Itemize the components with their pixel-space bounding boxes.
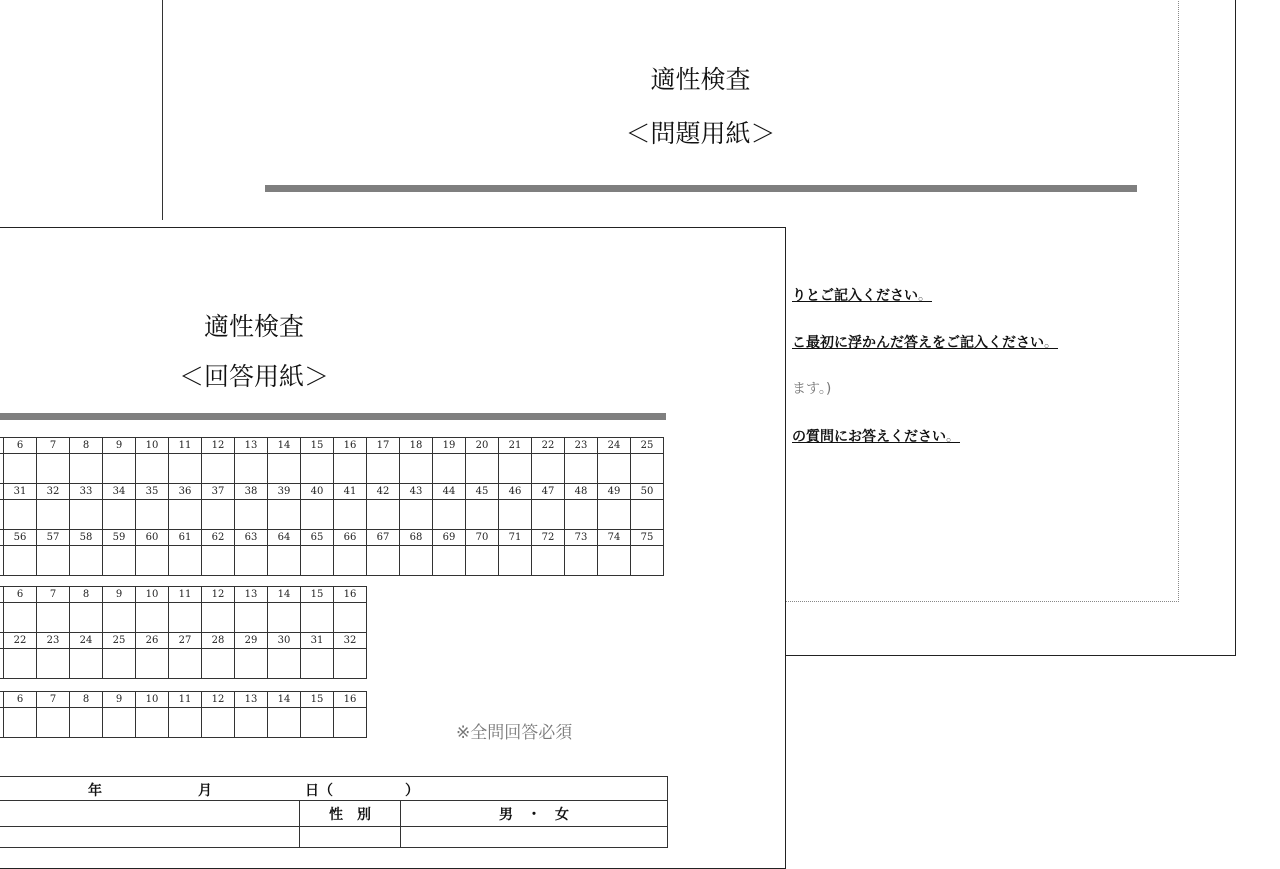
answer-row: [0, 500, 664, 530]
answer-cell[interactable]: [631, 454, 664, 484]
answer-cell[interactable]: [4, 603, 37, 633]
question-number: 11: [169, 587, 202, 603]
question-number: 20: [466, 438, 499, 454]
answer-cell[interactable]: [268, 454, 301, 484]
question-number: 23: [37, 633, 70, 649]
answer-cell[interactable]: [235, 603, 268, 633]
question-number: 75: [631, 530, 664, 546]
answer-cell[interactable]: [367, 454, 400, 484]
question-number: 42: [367, 484, 400, 500]
answer-grid-1: [0, 437, 664, 576]
answer-cell[interactable]: [532, 454, 565, 484]
answer-cell[interactable]: [136, 649, 169, 679]
question-number: 12: [202, 692, 235, 708]
question-number: 36: [169, 484, 202, 500]
question-number: 73: [565, 530, 598, 546]
answer-cell[interactable]: [136, 603, 169, 633]
question-number: 31: [4, 484, 37, 500]
answer-cell[interactable]: [70, 649, 103, 679]
question-number: 16: [334, 587, 367, 603]
question-number: 24: [70, 633, 103, 649]
question-number: 14: [268, 587, 301, 603]
answer-cell[interactable]: [301, 500, 334, 530]
answer-cell[interactable]: [136, 500, 169, 530]
answer-cell[interactable]: [103, 708, 136, 738]
answer-cell[interactable]: [499, 546, 532, 576]
question-number: 48: [565, 484, 598, 500]
question-number: 47: [532, 484, 565, 500]
question-number: 49: [598, 484, 631, 500]
question-number: 66: [334, 530, 367, 546]
answer-cell[interactable]: [598, 454, 631, 484]
answer-cell[interactable]: [202, 454, 235, 484]
question-number: 14: [268, 692, 301, 708]
question-number: 9: [103, 692, 136, 708]
answer-cell[interactable]: [103, 454, 136, 484]
answer-cell[interactable]: [202, 649, 235, 679]
question-number: 57: [37, 530, 70, 546]
answer-cell[interactable]: [37, 454, 70, 484]
question-number: 64: [268, 530, 301, 546]
question-number: 35: [136, 484, 169, 500]
question-sheet-divider: [265, 185, 1137, 192]
question-number: 7: [37, 692, 70, 708]
answer-cell[interactable]: [466, 546, 499, 576]
question-number: 40: [301, 484, 334, 500]
answer-cell[interactable]: [202, 603, 235, 633]
info-cell[interactable]: [401, 827, 668, 848]
answer-cell[interactable]: [37, 603, 70, 633]
answer-cell[interactable]: [334, 500, 367, 530]
answer-cell[interactable]: [433, 500, 466, 530]
question-number: 11: [169, 438, 202, 454]
question-number: 34: [103, 484, 136, 500]
weekday-close: ）: [405, 783, 419, 799]
answer-row: [0, 649, 367, 679]
answer-row: [0, 603, 367, 633]
answer-cell[interactable]: [70, 708, 103, 738]
answer-cell[interactable]: [367, 500, 400, 530]
question-number: 33: [70, 484, 103, 500]
answer-cell[interactable]: [268, 708, 301, 738]
year-label: 年: [88, 783, 102, 799]
answer-cell[interactable]: [565, 546, 598, 576]
answer-cell[interactable]: [235, 708, 268, 738]
question-number: 45: [466, 484, 499, 500]
question-number: 22: [4, 633, 37, 649]
question-number: 15: [301, 587, 334, 603]
answer-row: [0, 546, 664, 576]
answer-cell[interactable]: [202, 546, 235, 576]
question-number: 70: [466, 530, 499, 546]
question-number: 10: [136, 587, 169, 603]
gender-label: 性 別: [300, 801, 401, 827]
answer-cell[interactable]: [37, 546, 70, 576]
question-number: 10: [136, 692, 169, 708]
answer-cell[interactable]: [301, 454, 334, 484]
question-number: 50: [631, 484, 664, 500]
answer-grid-2: [0, 586, 367, 679]
answer-cell[interactable]: [4, 500, 37, 530]
answer-cell[interactable]: [37, 708, 70, 738]
question-number: 61: [169, 530, 202, 546]
question-sheet-subtitle: ＜問題用紙＞: [625, 119, 776, 148]
answer-cell[interactable]: [598, 500, 631, 530]
answer-cell[interactable]: [334, 546, 367, 576]
answer-cell[interactable]: [268, 546, 301, 576]
question-number: 11: [169, 692, 202, 708]
question-number: 7: [37, 587, 70, 603]
question-number-row: [0, 587, 367, 603]
question-number: 16: [334, 692, 367, 708]
question-number: 60: [136, 530, 169, 546]
answer-cell[interactable]: [631, 500, 664, 530]
answer-cell[interactable]: [334, 603, 367, 633]
question-number-row: [0, 633, 367, 649]
question-number-row: [0, 484, 664, 500]
answer-cell[interactable]: [532, 546, 565, 576]
question-number: 12: [202, 587, 235, 603]
answer-cell[interactable]: [235, 546, 268, 576]
answer-cell[interactable]: [499, 500, 532, 530]
month-label: 月: [198, 783, 212, 799]
answer-row: [0, 454, 664, 484]
answer-cell[interactable]: [532, 500, 565, 530]
answer-sheet-divider: [0, 413, 666, 420]
question-number: 74: [598, 530, 631, 546]
question-number: 56: [4, 530, 37, 546]
answer-cell[interactable]: [301, 649, 334, 679]
question-number: 59: [103, 530, 136, 546]
question-number: 7: [37, 438, 70, 454]
answer-cell[interactable]: [4, 708, 37, 738]
answer-cell[interactable]: [169, 500, 202, 530]
answer-cell[interactable]: [70, 546, 103, 576]
answer-cell[interactable]: [202, 708, 235, 738]
question-number: 6: [4, 438, 37, 454]
answer-cell[interactable]: [235, 649, 268, 679]
answer-cell[interactable]: [400, 454, 433, 484]
answer-cell[interactable]: [235, 454, 268, 484]
answer-cell[interactable]: [301, 546, 334, 576]
question-number: 24: [598, 438, 631, 454]
answer-cell[interactable]: [334, 649, 367, 679]
answer-cell[interactable]: [70, 454, 103, 484]
question-number-row: [0, 692, 367, 708]
question-number: 17: [367, 438, 400, 454]
answer-cell[interactable]: [400, 500, 433, 530]
answer-cell[interactable]: [631, 546, 664, 576]
answer-cell[interactable]: [202, 500, 235, 530]
question-number: 9: [103, 438, 136, 454]
answer-cell[interactable]: [598, 546, 631, 576]
instruction-line: ます。): [792, 381, 832, 397]
answer-cell[interactable]: [169, 708, 202, 738]
gender-options[interactable]: 男 ・ 女: [401, 801, 668, 827]
question-number: 16: [334, 438, 367, 454]
answer-cell[interactable]: [136, 708, 169, 738]
answer-cell[interactable]: [367, 546, 400, 576]
question-number: 65: [301, 530, 334, 546]
question-number: 6: [4, 692, 37, 708]
question-number: 46: [499, 484, 532, 500]
answer-cell[interactable]: [4, 454, 37, 484]
question-number: 8: [70, 587, 103, 603]
answer-cell[interactable]: [499, 454, 532, 484]
instruction-line: りとご記入ください。: [792, 288, 932, 304]
answer-cell[interactable]: [565, 500, 598, 530]
answer-grid-3: [0, 691, 367, 738]
question-number: 8: [70, 438, 103, 454]
answer-cell[interactable]: [400, 546, 433, 576]
question-number: 28: [202, 633, 235, 649]
sheet-edge-line: [162, 0, 163, 220]
answer-cell[interactable]: [169, 603, 202, 633]
answer-cell[interactable]: [466, 500, 499, 530]
day-label: 日（: [305, 783, 333, 799]
answer-cell[interactable]: [433, 454, 466, 484]
answer-cell[interactable]: [235, 500, 268, 530]
answer-cell[interactable]: [268, 500, 301, 530]
question-sheet-title: 適性検査: [650, 65, 751, 94]
answer-cell[interactable]: [433, 546, 466, 576]
question-number: 25: [103, 633, 136, 649]
question-number: 27: [169, 633, 202, 649]
answer-cell[interactable]: [301, 708, 334, 738]
answer-cell[interactable]: [70, 500, 103, 530]
question-number: 69: [433, 530, 466, 546]
answer-cell[interactable]: [103, 500, 136, 530]
answer-cell[interactable]: [103, 603, 136, 633]
question-number: 22: [532, 438, 565, 454]
instruction-line: の質問にお答えください。: [792, 429, 960, 445]
answer-sheet: [0, 227, 786, 869]
question-number: 41: [334, 484, 367, 500]
answer-cell[interactable]: [169, 546, 202, 576]
question-number: 43: [400, 484, 433, 500]
question-number: 67: [367, 530, 400, 546]
required-note: ※全問回答必須: [456, 723, 573, 743]
question-number: 39: [268, 484, 301, 500]
question-number: 72: [532, 530, 565, 546]
question-number: 15: [301, 438, 334, 454]
question-number: 58: [70, 530, 103, 546]
question-number: 13: [235, 587, 268, 603]
question-number: 8: [70, 692, 103, 708]
answer-cell[interactable]: [169, 454, 202, 484]
question-number: 63: [235, 530, 268, 546]
question-number: 37: [202, 484, 235, 500]
question-number: 19: [433, 438, 466, 454]
answer-sheet-title: 適性検査: [203, 312, 304, 341]
question-number: 32: [37, 484, 70, 500]
question-number: 13: [235, 692, 268, 708]
answer-cell[interactable]: [136, 546, 169, 576]
answer-cell[interactable]: [37, 500, 70, 530]
question-number: 9: [103, 587, 136, 603]
question-number: 13: [235, 438, 268, 454]
question-number: 71: [499, 530, 532, 546]
question-number: 32: [334, 633, 367, 649]
answer-cell[interactable]: [301, 603, 334, 633]
question-number: 12: [202, 438, 235, 454]
answer-cell[interactable]: [334, 454, 367, 484]
question-number: 14: [268, 438, 301, 454]
name-field[interactable]: [0, 801, 300, 827]
respondent-info-table: [0, 776, 668, 848]
answer-sheet-subtitle: ＜回答用紙＞: [178, 362, 329, 391]
question-number: 18: [400, 438, 433, 454]
question-number: 29: [235, 633, 268, 649]
question-number: 25: [631, 438, 664, 454]
question-number: 10: [136, 438, 169, 454]
answer-cell[interactable]: [103, 546, 136, 576]
question-number: 38: [235, 484, 268, 500]
instruction-line: こ最初に浮かんだ答えをご記入ください。: [792, 335, 1058, 351]
answer-cell[interactable]: [334, 708, 367, 738]
answer-cell[interactable]: [268, 649, 301, 679]
question-number: 30: [268, 633, 301, 649]
answer-cell[interactable]: [136, 454, 169, 484]
answer-cell[interactable]: [565, 454, 598, 484]
info-cell[interactable]: [0, 827, 300, 848]
answer-cell[interactable]: [70, 603, 103, 633]
question-number: 62: [202, 530, 235, 546]
question-number: 6: [4, 587, 37, 603]
question-number: 26: [136, 633, 169, 649]
answer-cell[interactable]: [466, 454, 499, 484]
date-row: [0, 777, 668, 801]
answer-cell[interactable]: [4, 546, 37, 576]
question-number: 21: [499, 438, 532, 454]
question-number: 44: [433, 484, 466, 500]
question-number: 23: [565, 438, 598, 454]
answer-cell[interactable]: [4, 649, 37, 679]
question-number: 68: [400, 530, 433, 546]
answer-cell[interactable]: [103, 649, 136, 679]
answer-cell[interactable]: [268, 603, 301, 633]
answer-cell[interactable]: [169, 649, 202, 679]
info-cell: [300, 827, 401, 848]
question-number-row: [0, 438, 664, 454]
answer-cell[interactable]: [37, 649, 70, 679]
question-number: 31: [301, 633, 334, 649]
answer-row: [0, 708, 367, 738]
question-number: 15: [301, 692, 334, 708]
question-number-row: [0, 530, 664, 546]
